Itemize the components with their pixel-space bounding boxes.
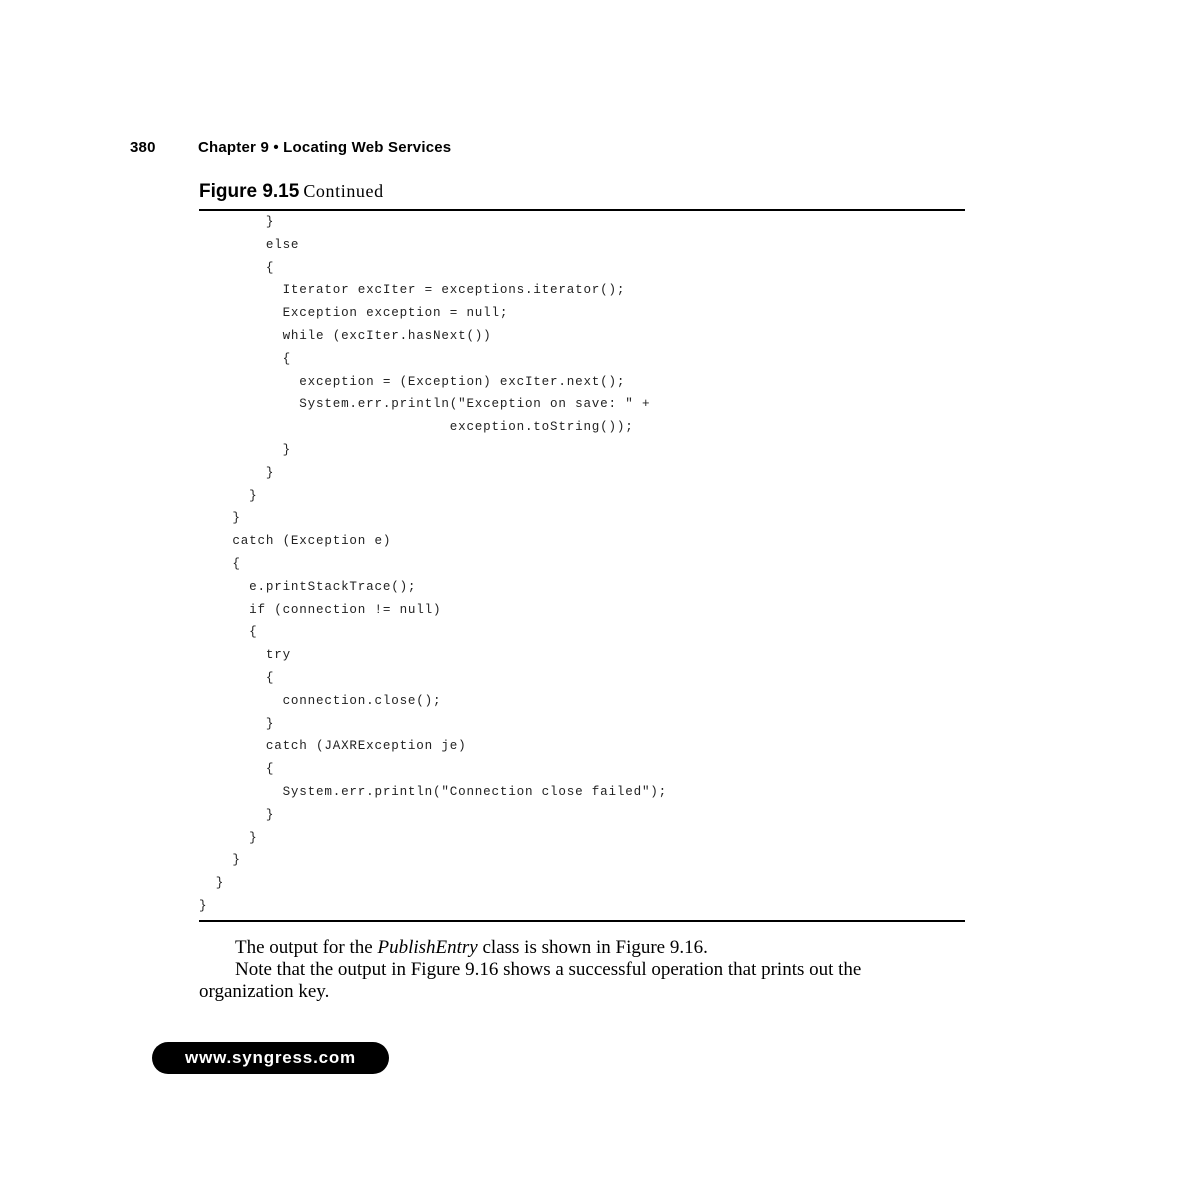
paragraph-output-end: class is shown in Figure 9.16. [477,937,708,958]
code-line: } [199,898,208,913]
code-line: } [199,215,275,229]
class-name: PublishEntry [377,937,478,958]
code-line: exception.toString()); [199,420,634,435]
figure-caption [199,181,965,211]
code-line: if (connection != null) [199,602,442,617]
code-line: { [199,762,275,777]
paragraph-note: Note that the output in Figure 9.16 shows a successful operation that prints out the organization key. [199,959,862,1002]
code-line: Iterator excIter = exceptions.iterator(); [199,283,626,298]
body-text [199,937,959,1003]
code-line: { [199,351,291,366]
code-line: } [199,807,275,822]
code-line: System.err.println("Exception on save: " + [199,397,651,412]
code-line: { [199,625,258,640]
code-line: System.err.println("Connection close failed"); [199,784,668,799]
paragraph-output [199,937,959,959]
code-line: } [199,853,241,868]
code-line: catch (JAXRException je) [199,739,467,754]
code-bottom-rule [199,920,965,922]
page-number: 380 [130,139,156,156]
code-line: } [199,716,275,731]
code-line: } [199,830,258,845]
code-line: } [199,876,225,891]
code-line: try [199,648,291,663]
code-line: else [199,237,300,252]
figure-subtitle: Continued [303,181,384,201]
code-line: exception = (Exception) excIter.next(); [199,374,626,389]
code-line: connection.close(); [199,693,442,708]
figure-label: Figure 9.15 [199,181,300,202]
code-line: Exception exception = null; [199,306,509,321]
code-line: } [199,511,241,526]
code-line: { [199,260,275,275]
code-line: { [199,556,241,571]
code-line: } [199,465,275,480]
code-line: while (excIter.hasNext()) [199,328,492,343]
code-line: catch (Exception e) [199,534,392,549]
code-line: e.printStackTrace(); [199,579,417,594]
chapter-title: Chapter 9 • Locating Web Services [198,139,452,156]
code-line: } [199,488,258,503]
code-line: { [199,670,275,685]
publisher-url-badge: www.syngress.com [152,1042,389,1074]
paragraph-output-start: The output for the [235,937,378,958]
code-line: } [199,442,291,457]
code-listing [199,211,965,918]
running-head [130,139,451,156]
